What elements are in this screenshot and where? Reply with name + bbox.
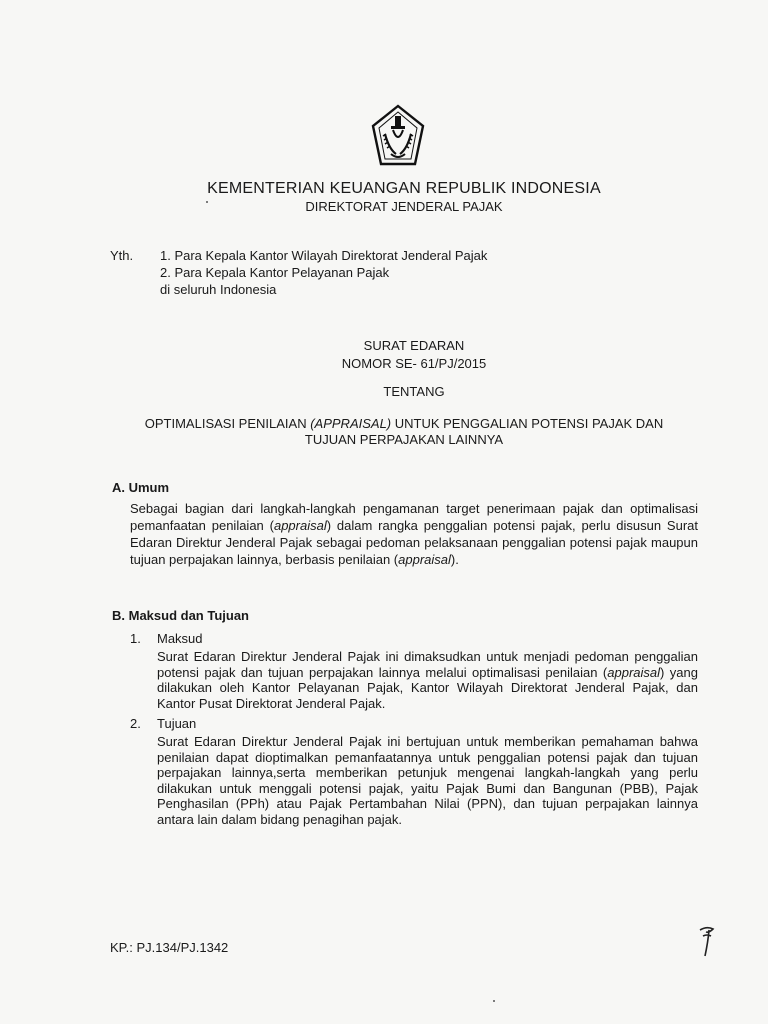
section-b-heading: B. Maksud dan Tujuan [112,608,249,623]
paragraph-text: ) yang dilakukan oleh Kantor Pelayanan Pajak, Kantor Wilayah Direktorat Jenderal Pajak, dan Kantor Pusat Direktorat Jenderal Pajak. [157,664,698,711]
recipient-item: 1. Para Kepala Kantor Wilayah Direktorat Jenderal Pajak [160,248,488,263]
paragraph-text: Surat Edaran Direktur Jenderal Pajak ini dimaksudkan untuk menjadi pedoman penggalian potensi pajak dan tujuan perpajakan lainnya melalui optimalisasi penilaian ( [157,649,698,680]
footer-code: KP.: PJ.134/PJ.1342 [110,940,229,955]
paragraph-text: ). [450,552,459,567]
ministry-emblem-icon [369,104,427,176]
doc-number: NOMOR SE- 61/PJ/2015 [341,356,487,371]
scan-speck [206,201,208,203]
item-number: 2. [130,716,141,731]
subject-emphasis: (APPRAISAL) [310,416,392,431]
item-title-tujuan: Tujuan [157,716,197,731]
ministry-title: KEMENTERIAN KEUANGAN REPUBLIK INDONESIA [207,180,601,197]
subject-text: OPTIMALISASI PENILAIAN [144,416,311,431]
section-a-heading: A. Umum [112,480,170,495]
doc-about: TENTANG [383,384,445,399]
paragraph-emphasis: appraisal [607,664,661,680]
doc-type: SURAT EDARAN [363,338,465,353]
paragraph-emphasis: appraisal [273,518,327,533]
signature-initial-icon [697,924,717,958]
paragraph-text: Sebagai bagian dari langkah-langkah pengamanan target penerimaan pajak dan optimalisasi pemanfaatan penilaian ( [130,501,698,533]
recipient-label: Yth. [110,248,134,263]
doc-subject-line1 [20,416,768,432]
recipient-item: 2. Para Kepala Kantor Pelayanan Pajak [160,265,390,280]
section-a-paragraph [130,500,698,568]
scan-speck [493,1000,495,1002]
doc-subject-line2: TUJUAN PERPAJAKAN LAINNYA [304,432,504,447]
recipient-item: di seluruh Indonesia [160,282,277,297]
item-paragraph-maksud [157,649,698,711]
recipient-list [160,248,487,299]
directorate-title: DIREKTORAT JENDERAL PAJAK [305,199,503,214]
item-paragraph-tujuan: Surat Edaran Direktur Jenderal Pajak ini bertujuan untuk memberikan pemahaman bahwa penilaian dapat dioptimalkan pemanfaatannya untuk penggalian potensi pajak dan tujuan perpajakan lainnya,serta memberikan petunjuk mengenai langkah-langkah yang perlu dilakukan untuk menggali potensi pajak, yaitu Pajak Bumi dan Bangunan (PBB), Pajak Penghasilan (PPh) atau Pajak Pertambahan Nilai (PPN), dan tujuan perpajakan lainnya antara lain dalam bidang penagihan pajak. [157,734,698,827]
item-number: 1. [130,631,141,646]
item-title-maksud: Maksud [157,631,203,646]
subject-text: UNTUK PENGGALIAN POTENSI PAJAK DAN [391,416,664,431]
paragraph-emphasis: appraisal [398,552,451,567]
paragraph-text: ) dalam rangka penggalian potensi pajak, perlu disusun Surat Edaran Direktur Jenderal Pajak sebagai pedoman pelaksanaan penggalian potensi pajak maupun tujuan perpajakan lainnya, berbasis penilaian ( [130,518,698,567]
